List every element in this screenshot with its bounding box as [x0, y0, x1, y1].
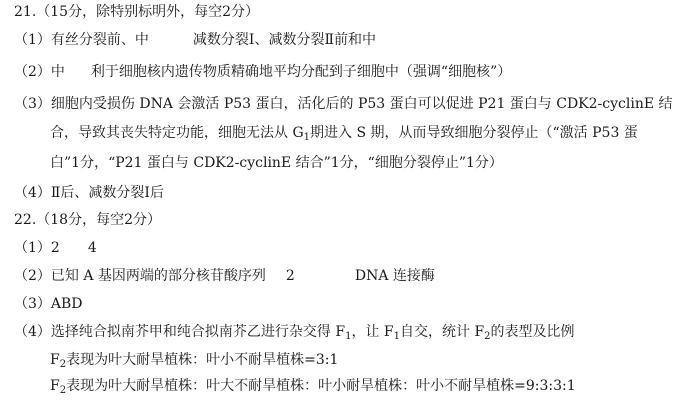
q22-answer-2-part3: DNA 连接酶 — [354, 268, 435, 284]
q22-answer-4-line1 — [14, 322, 575, 342]
q22-answer-4-text-a: （4）选择纯合拟南芥甲和纯合拟南芥乙进行杂交得 F — [14, 324, 346, 340]
f1-subscript: 1 — [345, 331, 352, 342]
q22-answer-2-part1: （2）已知 A 基因两端的部分核苷酸序列 — [14, 268, 266, 284]
q22-answer-4-line2 — [50, 350, 338, 370]
q22-header: 22.（18分，每空2分） — [14, 212, 161, 228]
q22-answer-2 — [14, 266, 435, 286]
q21-answer-1-part2: 减数分裂Ⅰ、减数分裂Ⅱ前和中 — [192, 32, 376, 48]
g1-subscript: 1 — [303, 132, 311, 143]
q21-answer-2-part2: 利于细胞核内遗传物质精确地平均分配到子细胞中（强调“细胞核”） — [90, 64, 512, 80]
q22-answer-1-part1: （1）2 — [14, 240, 60, 256]
q22-answer-4-line2-f: F — [50, 352, 60, 368]
f1-subscript-2: 1 — [393, 331, 400, 342]
q21-header: 21.（15分，除特别标明外，每空2分） — [14, 4, 259, 20]
q22-answer-2-part2: 2 — [285, 268, 295, 284]
f2-subscript-line3: 2 — [59, 385, 67, 396]
q21-answer-3-line2-rest: 期进入 S 期，从而导致细胞分裂停止（“激活 P53 蛋 — [310, 125, 638, 141]
q22-answer-1 — [14, 238, 97, 258]
q21-answer-2-part1: （2）中 — [14, 64, 65, 80]
q21-answer-2 — [14, 62, 511, 82]
f2-subscript: 2 — [484, 331, 491, 342]
f2-subscript-line2: 2 — [59, 359, 67, 370]
q21-answer-3-line3: 白”1分，“P21 蛋白与 CDK2-cyclinE 结合”1分，“细胞分裂停止”1分） — [50, 155, 503, 171]
q21-answer-4: （4）Ⅱ后、减数分裂Ⅰ后 — [14, 185, 164, 201]
q21-answer-3-line1: （3）细胞内受损伤 DNA 会激活 P53 蛋白，活化后的 P53 蛋白可以促进 P21 蛋白与 CDK2-cyclinE 结 — [14, 96, 673, 112]
q22-answer-4-line3-text: 表现为叶大耐旱植株：叶大不耐旱植株：叶小耐旱植株：叶小不耐旱植株=9:3:3:1 — [66, 378, 576, 394]
q22-answer-4-line3-f: F — [50, 378, 60, 394]
q22-answer-4-text-d: 的表型及比例 — [490, 324, 575, 340]
q21-answer-1 — [14, 30, 376, 50]
q21-answer-3-line2 — [50, 123, 638, 143]
q21-answer-3-line2-text: 合，导致其丧失特定功能，细胞无法从 G — [50, 125, 304, 141]
q22-answer-3: （3）ABD — [14, 296, 83, 312]
q22-answer-1-part2: 4 — [87, 240, 97, 256]
q22-answer-4-line3 — [50, 376, 576, 396]
q22-answer-4-text-b: ，让 F — [351, 324, 394, 340]
q21-answer-1-part1: （1）有丝分裂前、中 — [14, 32, 149, 48]
q22-answer-4-text-c: 自交，统计 F — [400, 324, 485, 340]
q22-answer-4-line2-text: 表现为叶大耐旱植株：叶小不耐旱植株=3:1 — [66, 352, 339, 368]
